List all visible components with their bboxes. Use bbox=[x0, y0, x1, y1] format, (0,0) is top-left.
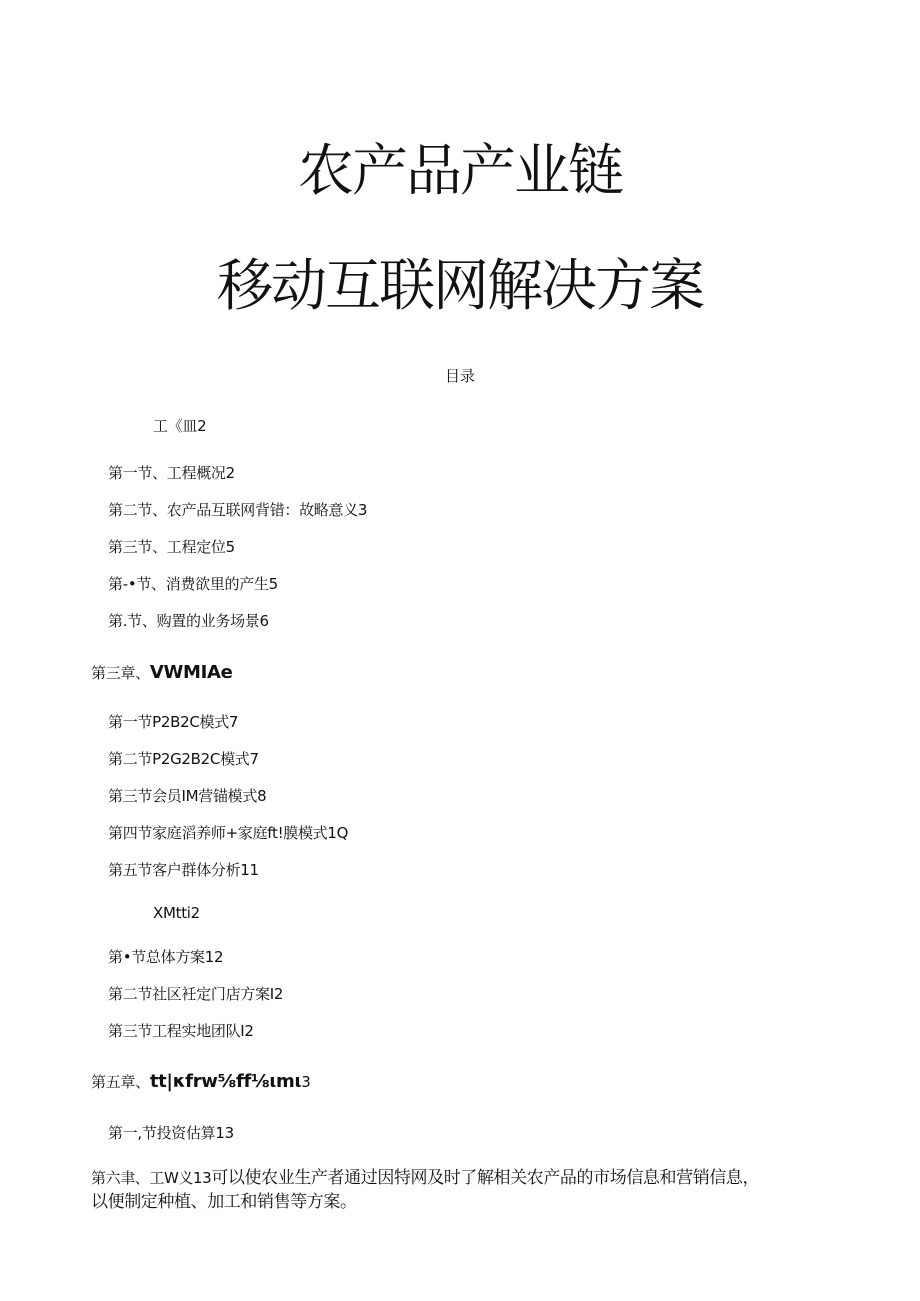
document-title-line-2: 移动互联网解决方案 bbox=[217, 254, 703, 319]
toc-chapter5-page: 3 bbox=[301, 1073, 311, 1091]
toc-item: 第三节工程实地团队I2 bbox=[108, 1022, 254, 1040]
toc-chapter5-prefix: 第五章、 bbox=[91, 1073, 150, 1091]
paragraph-line-2: 以便制定种植、加工和销售等方案。 bbox=[91, 1192, 357, 1212]
toc-chapter6-paragraph bbox=[91, 1166, 851, 1214]
toc-chapter6-prefix: 第六聿、工W义13 bbox=[91, 1169, 212, 1187]
toc-item: 第五节客户群体分析11 bbox=[108, 861, 259, 879]
toc-item: 第三节会员IM营锚模式8 bbox=[108, 787, 267, 805]
toc-item: 第一节P2B2C模式7 bbox=[108, 713, 239, 731]
toc-chapter3-heading bbox=[91, 663, 233, 683]
toc-item: 第•节总体方案12 bbox=[108, 948, 224, 966]
toc-chapter5-heading bbox=[91, 1072, 310, 1092]
toc-chapter3-prefix: 第三章、 bbox=[91, 664, 150, 682]
toc-item: 第一,节投资估算13 bbox=[108, 1124, 234, 1142]
paragraph-text-1: 可以使农业生产者通过因特网及时了解相关农产品的市场信息和营销信息， bbox=[211, 1168, 760, 1188]
toc-item: 第二节、农产品互联网背错：故略意义3 bbox=[108, 501, 368, 519]
toc-part4-heading: XMtti2 bbox=[153, 904, 200, 922]
paragraph-line-1 bbox=[91, 1166, 851, 1190]
toc-item: 第二节P2G2B2C模式7 bbox=[108, 750, 259, 768]
toc-chapter3-title: VWMIAe bbox=[149, 662, 233, 683]
toc-item: 第三节、工程定位5 bbox=[108, 538, 235, 556]
toc-item: 第一节、工程概况2 bbox=[108, 464, 235, 482]
toc-item: 第二节社区衽定门店方案I2 bbox=[108, 985, 284, 1003]
toc-heading: 目录 bbox=[444, 367, 475, 385]
document-title-line-1: 农产品产业链 bbox=[298, 139, 622, 204]
toc-chapter5-title: tt|κfrw⅝ff⅛ιmι bbox=[149, 1071, 302, 1092]
toc-item: 第四节家庭滔养师+家庭ft!膜模式1Q bbox=[108, 824, 349, 842]
toc-item: 第-•节、消费欲里的产生5 bbox=[108, 575, 278, 593]
toc-part1-heading: 工《皿2 bbox=[153, 417, 207, 435]
toc-item: 第.节、购置的业务场景6 bbox=[108, 612, 269, 630]
